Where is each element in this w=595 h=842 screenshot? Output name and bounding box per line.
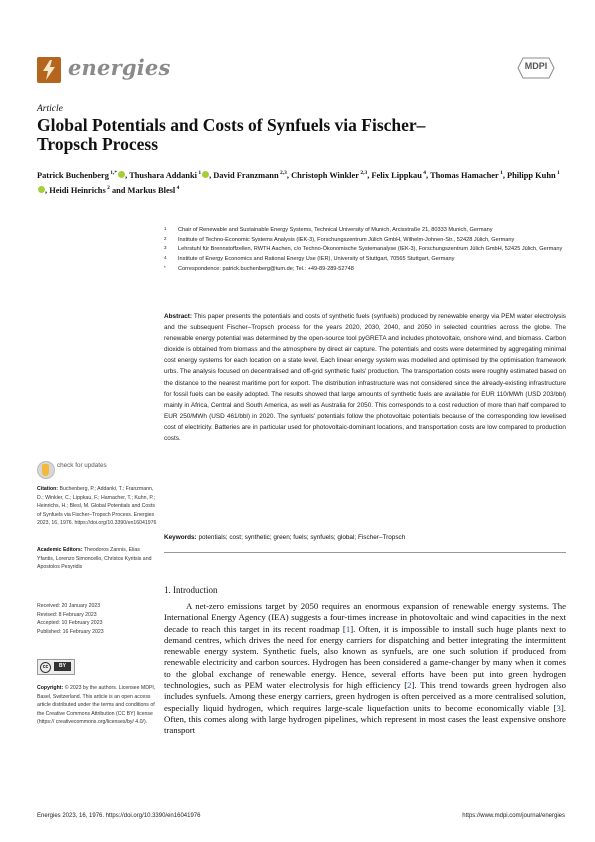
affiliation-text: Chair of Renewable and Sustainable Energy Systems, Technical University of Munich, Arcisstraße 21, 80333 Munich, Germany	[178, 227, 493, 233]
keywords	[164, 533, 566, 543]
check-updates-icon	[37, 461, 55, 479]
intro-text-c: ]. This trend towards green hydrogen also includes synfuels. Among these energy carriers, green hydrogen is often perceived as a more centralised solution, especially liquid hydrogen, which requires large-scale liquefaction units to become economically viable [	[164, 680, 566, 713]
citation-text: Buchenberg, P.; Addanki, T.; Franzmann, D.; Winkler, C.; Lippkau, F.; Hamacher, T.; Kuhn, P.; Heinrichs, H.; Blesl, M. Global Potentials and Costs of Synfuels via Fischer–Tropsch Process. Energies 2023, 16, 1976. https://doi.org/10.3390/en16041976	[37, 486, 157, 526]
copyright-text: © 2023 by the authors. Licensee MDPI, Basel, Switzerland. This article is an open access article distributed under the terms and conditions of the Creative Commons Attribution (CC BY) license (https:// creativecommons.org/licenses/by/ 4.0/).	[37, 685, 156, 725]
editors-label: Academic Editors:	[37, 547, 83, 553]
author-affiliation-marker: 2,3	[278, 170, 287, 176]
affiliation-item	[164, 245, 564, 255]
author-affiliation-marker: 1	[498, 170, 503, 176]
author-affiliation-marker: 4	[175, 184, 180, 191]
author-affiliation-marker: 1,*	[108, 170, 118, 176]
footer-citation[interactable]: Energies 2023, 16, 1976. https://doi.org/10.3390/en16041976	[37, 813, 201, 819]
author-name: Heidi Heinrichs	[49, 185, 106, 195]
affiliation-number: 3	[164, 245, 167, 251]
orcid-icon[interactable]	[118, 171, 125, 178]
author-name: Felix Lippkau	[371, 170, 422, 180]
intro-text-b: ]. Often, it is impossible to install such huge plants next to demand centres, which drives the need for energy carriers for dispatching and better integrating the intermittent renewable energy system. Synthetic fuels, also known as synfuels, are one such solution if produced from renewable electricity and carbon sources. Hydrogen has been considered a game-changer by many when it comes to the global exchange of renewable energy. Hence, several efforts have been put into green hydrogen technologies, such as PEM water electrolysis for high efficiency [	[164, 623, 567, 691]
introduction-body	[164, 601, 566, 737]
author-name: Thomas Hamacher	[430, 170, 499, 180]
accepted-date: Accepted: 10 February 2023	[37, 620, 103, 626]
footer-journal-url[interactable]: https://www.mdpi.com/journal/energies	[462, 813, 565, 819]
affiliation-number: 1	[164, 226, 167, 231]
check-updates-badge[interactable]	[37, 461, 137, 483]
intro-text-d: ]. Often, this comes along with large hydrogen pipelines, which represent in most cases the least expensive onshore transport	[164, 702, 566, 736]
article-type: Article	[37, 104, 63, 114]
author-affiliation-marker: 4	[421, 170, 427, 176]
orcid-icon[interactable]	[202, 171, 209, 178]
cc-by-license-icon[interactable]	[37, 659, 75, 675]
affiliation-item	[164, 226, 564, 236]
section-heading-introduction: 1. Introduction	[164, 585, 218, 595]
editors-text: Theodoros Zannis, Elias Yfantis, Lorenzo Simoncello, Christos Kyritsis and Apostolos Pesyridis	[37, 547, 152, 570]
reference-link-1[interactable]: 1	[345, 623, 351, 634]
publication-dates	[37, 602, 157, 636]
citation-label: Citation:	[37, 486, 59, 492]
affiliation-number: 2	[164, 235, 167, 241]
affiliation-text: Correspondence: patrick.buchenberg@tum.de; Tel.: +49-89-289-52748	[178, 265, 354, 272]
copyright-label: Copyright:	[37, 685, 64, 691]
academic-editors	[37, 546, 157, 572]
orcid-icon[interactable]	[38, 186, 45, 193]
affiliation-text: Institute of Energy Economics and Rational Energy Use (IER), University of Stuttgart, 70565 Stuttgart, Germany	[178, 256, 455, 263]
abstract-text: This paper presents the potentials and costs of synthetic fuels (synfuels) produced by renewable energy via PEM water electrolysis and the subsequent Fischer–Tropsch process for the years 2020, 2030, 2040, and 2050 in selected countries across the globe. The renewable energy potential was determined by the open-source tool pyGRETA and includes photovoltaic, onshore wind, and biomass. Carbon dioxide is obtained from biomass and the atmosphere by direct air capture. The potentials and costs were determined by aggregating minimal cost energy systems for each location on a state level. Each linear energy system was modelled and optimised by the optimisation framework urbs. The analysis focused on decentralised and off-grid synthetic fuels' production. The transportation costs were roughly estimated based on the distance to the nearest maritime port for export. The distribution infrastructure was not considered since the already-existing infrastructure for fossil fuels can be easily adopted. The results showed that large amounts of synthetic fuels are available for EUR 110/MWh (USD 203/bbl) mainly in Africa, Central and South America, as well as Australia for 2050. This corresponds to a cost reduction of more than half compared to EUR 250/MWh (USD 461/bbl) in 2020. The synfuels' potentials follow the photovoltaic potentials because of the corresponding low levelised cost of electricity. Batteries are in particular used for photovoltaic-dominant locations, and transportation costs are low compared to production costs.	[164, 313, 566, 443]
mdpi-logo[interactable]	[517, 57, 555, 79]
author-name: Philipp Kuhn	[507, 170, 556, 180]
published-date: Published: 16 February 2023	[37, 628, 104, 635]
mdpi-logo-text: MDPI	[524, 61, 548, 71]
author-name: Markus Blesl	[127, 185, 176, 195]
abstract	[164, 311, 566, 444]
affiliation-item	[164, 265, 564, 275]
section-divider	[164, 552, 566, 553]
by-icon-text: BY	[54, 662, 71, 671]
reference-link-2[interactable]: 2	[407, 680, 412, 691]
affiliation-item	[164, 255, 564, 265]
affiliation-number: 4	[164, 255, 167, 261]
affiliation-number: *	[164, 264, 166, 270]
author-affiliation-marker: 1	[555, 170, 560, 176]
reference-link-3[interactable]: 3	[556, 702, 561, 713]
author-affiliation-marker: 1	[196, 170, 202, 176]
keywords-text: potentials; cost; synthetic; green; fuels; synfuels; global; Fischer–Tropsch	[198, 534, 406, 541]
author-name: David Franzmann	[213, 170, 279, 180]
author-list: Patrick Buchenberg $^{1,*}$ , Thushara Addanki $^1$ , David Franzmann $^{2,3}$, Christoph Winkler $^{2,3}$, Felix Lippkau $^4$, Thomas Hamacher $^1$, Philipp Kuhn $^1$, Heidi Heinrichs $^2$ and Markus Blesl $^4$	[37, 170, 560, 195]
affiliation-text: Institute of Techno-Economic Systems Analysis (IEK-3), Forschungszentrum Jülich GmbH, Wilhelm-Johnen-Str., 52428 Jülich, Germany	[178, 236, 515, 243]
revised-date: Revised: 8 February 2023	[37, 611, 97, 618]
citation-block	[37, 485, 157, 528]
intro-paragraph	[164, 601, 566, 737]
intro-text-a: A net-zero emissions target by 2050 requires an enormous expansion of renewable energy systems. The International Energy Agency (IEA) suggests a four-times increase in photovoltaic and wind capacities in the next decade to reach this target in its recent roadmap [	[164, 601, 566, 634]
paper-title: Global Potentials and Costs of Synfuels via Fischer–Tropsch Process	[37, 115, 426, 154]
affiliations	[164, 226, 564, 275]
keywords-label: Keywords:	[164, 534, 197, 541]
author-affiliation-marker: 2	[105, 184, 110, 191]
author-affiliation-marker: 2,3	[358, 170, 368, 176]
abstract-label: Abstract:	[164, 313, 193, 320]
author-name: Patrick Buchenberg	[37, 170, 109, 180]
received-date: Received: 20 January 2023	[37, 603, 101, 609]
author-name: Christoph Winkler	[291, 170, 359, 180]
cc-icon-text: cc	[40, 662, 51, 673]
journal-logo-icon	[37, 57, 61, 83]
check-updates-text: check for updates	[57, 462, 107, 469]
affiliation-item	[164, 236, 564, 246]
affiliation-text: Lehrstuhl für Brennstoffzellen, RWTH Aachen, c/o Techno-Ökonomische Systemanalyse (IEK-3), Forschungszentrum Jülich GmbH, 52425 Jülich, Germany	[178, 246, 563, 253]
copyright-block	[37, 684, 157, 727]
journal-name[interactable]: energies	[68, 55, 171, 80]
author-name: Thushara Addanki	[129, 170, 197, 180]
